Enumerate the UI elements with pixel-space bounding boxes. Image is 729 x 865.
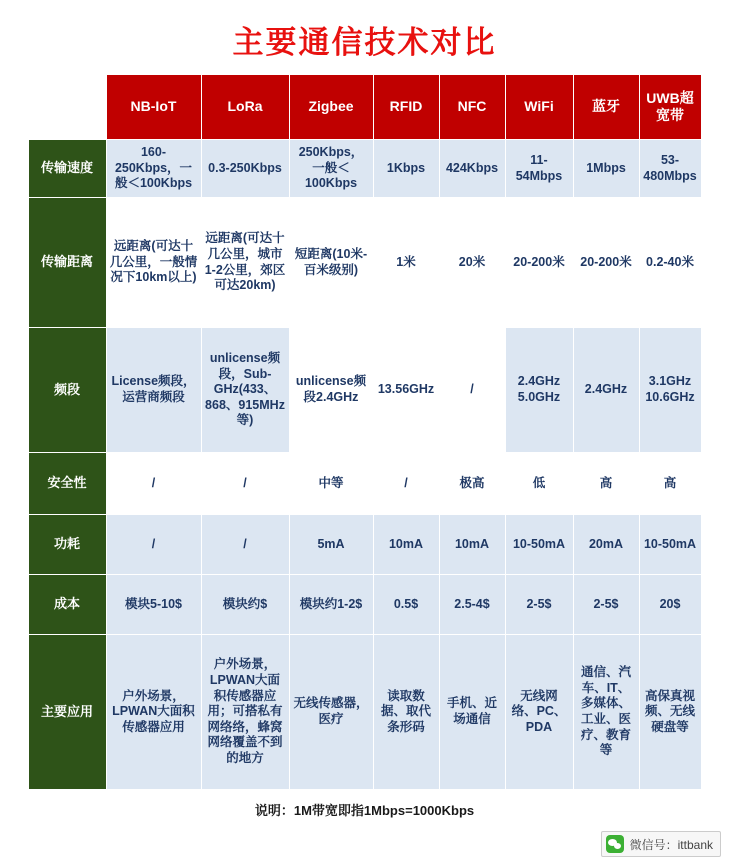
- cell-speed-uwb: 53-480Mbps: [639, 140, 701, 198]
- header-row: [28, 75, 701, 140]
- column-header-uwb: UWB超宽带: [639, 75, 701, 140]
- cell-power-nbiot: /: [106, 515, 201, 575]
- cell-security-nbiot: /: [106, 453, 201, 515]
- cell-security-nfc: 极高: [439, 453, 505, 515]
- column-header-nbiot: NB-IoT: [106, 75, 201, 140]
- row-label-security: 安全性: [28, 453, 106, 515]
- cell-distance-wifi: 20-200米: [505, 198, 573, 328]
- table-corner-cell: [28, 75, 106, 140]
- cell-band-zigbee: unlicense频段2.4GHz: [289, 328, 373, 453]
- cell-cost-uwb: 20$: [639, 575, 701, 635]
- cell-applications-lora: 户外场景，LPWAN大面积传感器应用；可搭私有网络络，蜂窝网络覆盖不到的地方: [201, 635, 289, 790]
- table-row: [28, 635, 701, 790]
- cell-power-bluetooth: 20mA: [573, 515, 639, 575]
- table-header: [28, 75, 701, 140]
- cell-applications-nfc: 手机、近场通信: [439, 635, 505, 790]
- cell-security-lora: /: [201, 453, 289, 515]
- row-label-cost: 成本: [28, 575, 106, 635]
- cell-distance-bluetooth: 20-200米: [573, 198, 639, 328]
- cell-cost-nfc: 2.5-4$: [439, 575, 505, 635]
- cell-cost-bluetooth: 2-5$: [573, 575, 639, 635]
- cell-band-bluetooth: 2.4GHz: [573, 328, 639, 453]
- row-label-distance: 传输距离: [28, 198, 106, 328]
- cell-cost-nbiot: 模块5-10$: [106, 575, 201, 635]
- cell-cost-lora: 模块约$: [201, 575, 289, 635]
- page-title: 主要通信技术对比: [232, 25, 497, 60]
- cell-applications-nbiot: 户外场景，LPWAN大面积传感器应用: [106, 635, 201, 790]
- cell-distance-uwb: 0.2-40米: [639, 198, 701, 328]
- cell-band-lora: unlicense频段，Sub-GHz(433、868、915MHz等): [201, 328, 289, 453]
- table-row: [28, 328, 701, 453]
- cell-security-zigbee: 中等: [289, 453, 373, 515]
- table-row: [28, 575, 701, 635]
- column-header-nfc: NFC: [439, 75, 505, 140]
- cell-power-uwb: 10-50mA: [639, 515, 701, 575]
- cell-band-uwb: 3.1GHz 10.6GHz: [639, 328, 701, 453]
- cell-applications-uwb: 高保真视频、无线硬盘等: [639, 635, 701, 790]
- column-header-lora: LoRa: [201, 75, 289, 140]
- cell-applications-rfid: 读取数据、取代条形码: [373, 635, 439, 790]
- footnote: 说明：1M带宽即指1Mbps=1000Kbps: [254, 803, 475, 818]
- cell-applications-wifi: 无线网络、PC、PDA: [505, 635, 573, 790]
- cell-power-nfc: 10mA: [439, 515, 505, 575]
- cell-power-rfid: 10mA: [373, 515, 439, 575]
- cell-band-nbiot: License频段，运营商频段: [106, 328, 201, 453]
- cell-cost-wifi: 2-5$: [505, 575, 573, 635]
- cell-power-zigbee: 5mA: [289, 515, 373, 575]
- table-body: [28, 140, 701, 790]
- cell-speed-nbiot: 160-250Kbps，一般＜100Kbps: [106, 140, 201, 198]
- wechat-watermark: [601, 831, 721, 857]
- cell-power-lora: /: [201, 515, 289, 575]
- table-row: [28, 453, 701, 515]
- cell-speed-lora: 0.3-250Kbps: [201, 140, 289, 198]
- cell-distance-zigbee: 短距离(10米-百米级别): [289, 198, 373, 328]
- cell-band-wifi: 2.4GHz 5.0GHz: [505, 328, 573, 453]
- cell-cost-rfid: 0.5$: [373, 575, 439, 635]
- row-label-power: 功耗: [28, 515, 106, 575]
- wechat-id-label: 微信号：ittbank: [629, 837, 713, 852]
- cell-band-rfid: 13.56GHz: [373, 328, 439, 453]
- row-label-applications: 主要应用: [28, 635, 106, 790]
- cell-distance-nbiot: 远距离(可达十几公里，一般情况下10km以上): [106, 198, 201, 328]
- cell-distance-rfid: 1米: [373, 198, 439, 328]
- cell-security-bluetooth: 高: [573, 453, 639, 515]
- table-row: [28, 198, 701, 328]
- cell-cost-zigbee: 模块约1-2$: [289, 575, 373, 635]
- cell-band-nfc: /: [439, 328, 505, 453]
- cell-speed-bluetooth: 1Mbps: [573, 140, 639, 198]
- comparison-table: [28, 74, 702, 790]
- wechat-icon: [606, 835, 624, 853]
- cell-security-uwb: 高: [639, 453, 701, 515]
- column-header-wifi: WiFi: [505, 75, 573, 140]
- table-row: [28, 515, 701, 575]
- cell-speed-rfid: 1Kbps: [373, 140, 439, 198]
- column-header-rfid: RFID: [373, 75, 439, 140]
- row-label-band: 频段: [28, 328, 106, 453]
- cell-security-rfid: /: [373, 453, 439, 515]
- column-header-bluetooth: 蓝牙: [573, 75, 639, 140]
- cell-power-wifi: 10-50mA: [505, 515, 573, 575]
- cell-distance-lora: 远距离(可达十几公里，城市1-2公里，郊区可达20km): [201, 198, 289, 328]
- cell-applications-zigbee: 无线传感器，医疗: [289, 635, 373, 790]
- table-row: [28, 140, 701, 198]
- cell-applications-bluetooth: 通信、汽车、IT、多媒体、工业、医疗、教育等: [573, 635, 639, 790]
- cell-security-wifi: 低: [505, 453, 573, 515]
- cell-speed-zigbee: 250Kbps，一般＜100Kbps: [289, 140, 373, 198]
- cell-speed-wifi: 11-54Mbps: [505, 140, 573, 198]
- column-header-zigbee: Zigbee: [289, 75, 373, 140]
- row-label-speed: 传输速度: [28, 140, 106, 198]
- cell-distance-nfc: 20米: [439, 198, 505, 328]
- cell-speed-nfc: 424Kbps: [439, 140, 505, 198]
